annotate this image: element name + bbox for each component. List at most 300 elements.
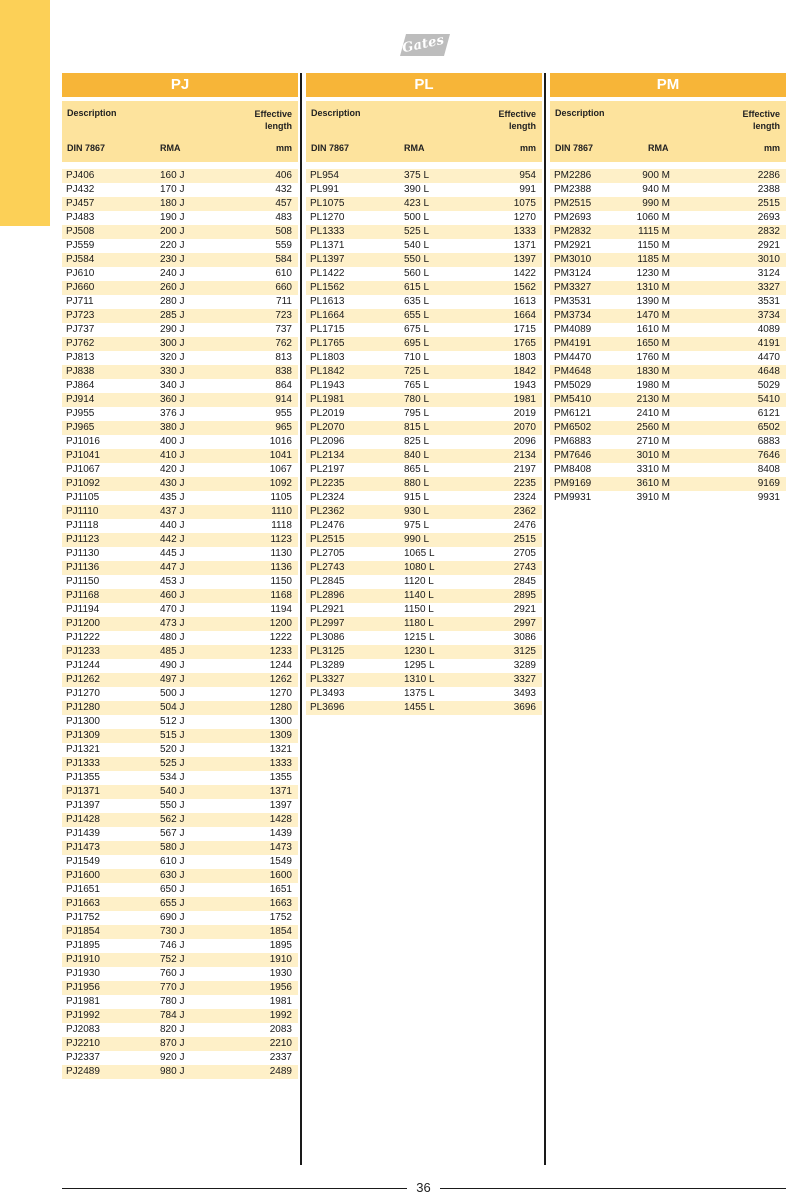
din-code: PM4191: [554, 338, 592, 349]
table-row: [550, 393, 786, 407]
table-row: [306, 575, 542, 589]
din-code: PJ1262: [66, 674, 100, 685]
rma-code: 500 L: [404, 212, 430, 223]
length-mm: 1600: [269, 870, 292, 881]
rma-code: 690 J: [160, 912, 185, 923]
rma-code: 915 L: [404, 492, 430, 503]
rma-code: 1295 L: [404, 660, 435, 671]
din-code: PM5410: [554, 394, 592, 405]
rma-code: 190 J: [160, 212, 185, 223]
rma-code: 550 L: [404, 254, 430, 265]
table-row: [62, 827, 298, 841]
table-row: [62, 477, 298, 491]
din-code: PL1981: [310, 394, 345, 405]
rma-code: 795 L: [404, 408, 430, 419]
length-mm: 955: [275, 408, 292, 419]
length-mm: 584: [275, 254, 292, 265]
table-row: [550, 407, 786, 421]
length-mm: 3327: [757, 282, 780, 293]
length-mm: 9169: [757, 478, 780, 489]
length-mm: 1549: [269, 856, 292, 867]
rma-code: 1310 M: [636, 282, 670, 293]
rma-code: 490 J: [160, 660, 185, 671]
length-mm: 3493: [513, 688, 536, 699]
rma-code: 550 J: [160, 800, 185, 811]
din-code: PL2324: [310, 492, 345, 503]
column-divider: [544, 73, 546, 1165]
table-row: [550, 183, 786, 197]
table-row: [62, 911, 298, 925]
table-row: [62, 589, 298, 603]
din-code: PJ1930: [66, 968, 100, 979]
table-row: [62, 743, 298, 757]
table-row: [62, 197, 298, 211]
rma-code: 3910 M: [636, 492, 670, 503]
table-row: [306, 407, 542, 421]
rma-code: 375 L: [404, 170, 430, 181]
table-row: [62, 981, 298, 995]
rma-code: 1185 M: [637, 254, 670, 265]
din-code: PJ1136: [66, 562, 100, 573]
table-row: [306, 379, 542, 393]
length-mm: 1613: [513, 296, 536, 307]
table-row: [306, 519, 542, 533]
din-code: PJ1067: [66, 464, 100, 475]
length-mm: 3289: [513, 660, 536, 671]
din-code: PL1613: [310, 296, 345, 307]
length-mm: 406: [275, 170, 292, 181]
header-mm: mm: [275, 143, 292, 153]
rma-code: 442 J: [160, 534, 185, 545]
rma-code: 330 J: [160, 366, 185, 377]
length-mm: 2324: [513, 492, 536, 503]
rma-code: 1065 L: [404, 548, 435, 559]
rma-code: 780 L: [404, 394, 430, 405]
rma-code: 170 J: [160, 184, 185, 195]
header-effective-length: Effective length: [254, 109, 292, 131]
rma-code: 615 L: [404, 282, 430, 293]
din-code: PL3289: [310, 660, 345, 671]
table-row: [62, 1037, 298, 1051]
din-code: PL3125: [310, 646, 345, 657]
rma-code: 423 L: [404, 198, 430, 209]
table-title: PM: [550, 73, 786, 97]
din-code: PL2235: [310, 478, 345, 489]
din-code: PL954: [310, 170, 339, 181]
din-code: PJ1270: [66, 688, 100, 699]
length-mm: 1105: [270, 492, 292, 503]
din-code: PJ1981: [66, 996, 100, 1007]
rma-code: 285 J: [160, 310, 185, 321]
din-code: PJ1371: [66, 786, 100, 797]
table-row: [62, 925, 298, 939]
rma-code: 746 J: [160, 940, 185, 951]
rma-code: 730 J: [160, 926, 185, 937]
table-row: [550, 197, 786, 211]
header-effective-length: Effective length: [742, 109, 780, 131]
length-mm: 2096: [513, 436, 536, 447]
din-code: PM4648: [554, 366, 592, 377]
din-code: PM3734: [554, 310, 592, 321]
table-row: [306, 393, 542, 407]
table-pm: [550, 73, 786, 505]
table-row: [306, 603, 542, 617]
table-row: [306, 491, 542, 505]
length-mm: 2921: [757, 240, 780, 251]
table-row: [306, 659, 542, 673]
din-code: PL1943: [310, 380, 345, 391]
length-mm: 508: [275, 226, 292, 237]
rma-code: 765 L: [404, 380, 430, 391]
length-mm: 1321: [269, 744, 292, 755]
table-row: [62, 939, 298, 953]
rma-code: 1455 L: [404, 702, 435, 713]
din-code: PJ432: [66, 184, 95, 195]
din-code: PJ1244: [66, 660, 100, 671]
table-row: [550, 225, 786, 239]
din-code: PJ1663: [66, 898, 100, 909]
din-code: PJ2489: [66, 1066, 100, 1077]
length-mm: 1910: [269, 954, 292, 965]
table-row: [306, 435, 542, 449]
table-row: [62, 729, 298, 743]
table-row: [306, 505, 542, 519]
length-mm: 1280: [269, 702, 292, 713]
table-row: [62, 855, 298, 869]
rma-code: 920 J: [160, 1052, 185, 1063]
table-row: [62, 785, 298, 799]
length-mm: 1752: [269, 912, 292, 923]
din-code: PM2832: [554, 226, 592, 237]
rma-code: 473 J: [160, 618, 185, 629]
rma-code: 390 L: [404, 184, 430, 195]
length-mm: 1854: [269, 926, 292, 937]
length-mm: 1222: [269, 632, 292, 643]
table-title: PL: [306, 73, 542, 97]
rma-code: 2710 M: [636, 436, 670, 447]
din-code: PM3010: [554, 254, 592, 265]
table-row: [550, 449, 786, 463]
table-row: [62, 771, 298, 785]
length-mm: 2895: [513, 590, 536, 601]
table-row: [306, 589, 542, 603]
din-code: PL1075: [310, 198, 345, 209]
din-code: PM7646: [554, 450, 592, 461]
page-number: 36: [416, 1180, 431, 1195]
rma-code: 180 J: [160, 198, 185, 209]
rma-code: 1310 L: [404, 674, 435, 685]
length-mm: 4648: [757, 366, 780, 377]
din-code: PM5029: [554, 380, 592, 391]
rma-code: 820 J: [160, 1024, 185, 1035]
rma-code: 360 J: [160, 394, 185, 405]
rma-code: 230 J: [160, 254, 185, 265]
rma-code: 445 J: [160, 548, 185, 559]
header-mm: mm: [519, 143, 536, 153]
din-code: PJ1168: [66, 590, 100, 601]
length-mm: 1194: [270, 604, 292, 615]
din-code: PJ838: [66, 366, 95, 377]
rma-code: 610 J: [160, 856, 185, 867]
rma-code: 1060 M: [636, 212, 670, 223]
length-mm: 3086: [513, 632, 536, 643]
table-row: [306, 365, 542, 379]
din-code: PJ1439: [66, 828, 100, 839]
table-header: [550, 101, 786, 162]
table-row: [306, 351, 542, 365]
din-code: PJ2210: [66, 1038, 100, 1049]
table-row: [306, 631, 542, 645]
table-row: [306, 687, 542, 701]
din-code: PJ1752: [66, 912, 100, 923]
table-row: [550, 337, 786, 351]
rma-code: 1830 M: [636, 366, 670, 377]
length-mm: 2134: [513, 450, 536, 461]
length-mm: 1895: [269, 940, 292, 951]
table-row: [306, 463, 542, 477]
table-row: [306, 169, 542, 183]
length-mm: 2286: [757, 170, 780, 181]
din-code: PJ955: [66, 408, 95, 419]
length-mm: 711: [276, 296, 292, 307]
header-mm: mm: [763, 143, 780, 153]
rma-code: 1150 L: [404, 604, 434, 615]
rma-code: 825 L: [404, 436, 430, 447]
din-code: PJ483: [66, 212, 95, 223]
table-row: [62, 715, 298, 729]
rma-code: 1140 L: [404, 590, 434, 601]
table-row: [62, 883, 298, 897]
rma-code: 655 L: [404, 310, 430, 321]
table-body: [550, 169, 786, 505]
length-mm: 7646: [757, 450, 780, 461]
rma-code: 752 J: [160, 954, 185, 965]
rma-code: 453 J: [160, 576, 185, 587]
table-row: [62, 1065, 298, 1079]
din-code: PM6883: [554, 436, 592, 447]
din-code: PL2362: [310, 506, 345, 517]
table-row: [62, 673, 298, 687]
rma-code: 376 J: [160, 408, 185, 419]
rma-code: 1375 L: [404, 688, 435, 699]
table-row: [62, 617, 298, 631]
table-pl: [306, 73, 542, 715]
length-mm: 559: [275, 240, 292, 251]
table-row: [62, 799, 298, 813]
din-code: PJ1280: [66, 702, 100, 713]
length-mm: 3734: [757, 310, 780, 321]
din-code: PJ1016: [66, 436, 100, 447]
table-row: [62, 323, 298, 337]
rma-code: 1760 M: [636, 352, 670, 363]
table-row: [62, 267, 298, 281]
table-row: [306, 309, 542, 323]
length-mm: 2693: [757, 212, 780, 223]
rma-code: 540 J: [160, 786, 185, 797]
table-row: [306, 533, 542, 547]
rma-code: 440 J: [160, 520, 185, 531]
rma-code: 3610 M: [636, 478, 670, 489]
length-mm: 1397: [269, 800, 292, 811]
table-row: [62, 379, 298, 393]
din-code: PJ1910: [66, 954, 100, 965]
table-row: [550, 435, 786, 449]
din-code: PJ1105: [66, 492, 100, 503]
rma-code: 990 M: [642, 198, 670, 209]
din-code: PM4470: [554, 352, 592, 363]
rma-code: 200 J: [160, 226, 185, 237]
rma-code: 780 J: [160, 996, 185, 1007]
table-row: [62, 351, 298, 365]
rma-code: 1080 L: [404, 562, 435, 573]
rma-code: 784 J: [160, 1010, 185, 1021]
rma-code: 865 L: [404, 464, 430, 475]
length-mm: 3327: [513, 674, 536, 685]
length-mm: 4470: [757, 352, 780, 363]
table-row: [62, 491, 298, 505]
length-mm: 5029: [757, 380, 780, 391]
table-row: [62, 869, 298, 883]
length-mm: 1981: [269, 996, 292, 1007]
table-row: [550, 309, 786, 323]
rma-code: 580 J: [160, 842, 185, 853]
din-code: PM2286: [554, 170, 592, 181]
table-row: [62, 463, 298, 477]
rma-code: 160 J: [160, 170, 185, 181]
rma-code: 3010 M: [636, 450, 670, 461]
din-code: PJ1092: [66, 478, 100, 489]
length-mm: 813: [275, 352, 292, 363]
din-code: PL2896: [310, 590, 345, 601]
table-header: [306, 101, 542, 162]
din-code: PL2096: [310, 436, 345, 447]
rma-code: 420 J: [160, 464, 185, 475]
length-mm: 1309: [269, 730, 292, 741]
table-row: [62, 813, 298, 827]
length-mm: 2832: [757, 226, 780, 237]
rma-code: 300 J: [160, 338, 185, 349]
table-row: [550, 379, 786, 393]
table-row: [550, 295, 786, 309]
length-mm: 2476: [513, 520, 536, 531]
din-code: PJ1130: [66, 548, 100, 559]
rma-code: 240 J: [160, 268, 185, 279]
rma-code: 2130 M: [636, 394, 670, 405]
din-code: PL2197: [310, 464, 345, 475]
length-mm: 4089: [757, 324, 780, 335]
length-mm: 1981: [513, 394, 536, 405]
table-row: [306, 183, 542, 197]
length-mm: 965: [275, 422, 292, 433]
rma-code: 534 J: [160, 772, 185, 783]
din-code: PJ914: [66, 394, 95, 405]
rma-code: 710 L: [404, 352, 430, 363]
din-code: PJ1118: [66, 520, 99, 531]
din-code: PL1765: [310, 338, 345, 349]
length-mm: 2083: [269, 1024, 292, 1035]
rma-code: 655 J: [160, 898, 185, 909]
rma-code: 1115 M: [638, 226, 670, 237]
length-mm: 1244: [269, 660, 292, 671]
rma-code: 525 J: [160, 758, 185, 769]
table-row: [62, 995, 298, 1009]
din-code: PL1371: [310, 240, 345, 251]
din-code: PJ584: [66, 254, 95, 265]
rma-code: 725 L: [404, 366, 430, 377]
table-row: [62, 365, 298, 379]
length-mm: 1439: [269, 828, 292, 839]
table-row: [550, 463, 786, 477]
length-mm: 1150: [270, 576, 292, 587]
length-mm: 3124: [757, 268, 780, 279]
table-row: [550, 365, 786, 379]
din-code: PJ1355: [66, 772, 100, 783]
rma-code: 525 L: [404, 226, 430, 237]
table-row: [306, 253, 542, 267]
din-code: PL1664: [310, 310, 345, 321]
din-code: PJ457: [66, 198, 95, 209]
din-code: PM6121: [554, 408, 592, 419]
rma-code: 437 J: [160, 506, 185, 517]
length-mm: 610: [275, 268, 292, 279]
din-code: PL991: [310, 184, 339, 195]
table-row: [306, 645, 542, 659]
table-row: [62, 309, 298, 323]
length-mm: 3125: [513, 646, 536, 657]
length-mm: 1422: [513, 268, 536, 279]
table-row: [62, 967, 298, 981]
din-code: PM3124: [554, 268, 592, 279]
din-code: PJ737: [66, 324, 95, 335]
length-mm: 1663: [269, 898, 292, 909]
table-row: [62, 659, 298, 673]
din-code: PL3493: [310, 688, 345, 699]
table-row: [306, 701, 542, 715]
table-row: [62, 183, 298, 197]
length-mm: 1842: [513, 366, 536, 377]
table-row: [62, 393, 298, 407]
length-mm: 1765: [513, 338, 536, 349]
length-mm: 1123: [270, 534, 292, 545]
length-mm: 2515: [513, 534, 536, 545]
rma-code: 980 J: [160, 1066, 185, 1077]
table-row: [62, 505, 298, 519]
length-mm: 1651: [269, 884, 292, 895]
rma-code: 1215 L: [404, 632, 435, 643]
length-mm: 1992: [269, 1010, 292, 1021]
rma-code: 900 M: [642, 170, 670, 181]
rma-code: 562 J: [160, 814, 185, 825]
table-row: [306, 561, 542, 575]
length-mm: 723: [275, 310, 292, 321]
header-rma: RMA: [404, 143, 425, 153]
din-code: PJ1428: [66, 814, 100, 825]
rma-code: 410 J: [160, 450, 185, 461]
length-mm: 6883: [757, 436, 780, 447]
length-mm: 1355: [269, 772, 292, 783]
table-title: PJ: [62, 73, 298, 97]
din-code: PM2921: [554, 240, 592, 251]
table-row: [306, 449, 542, 463]
length-mm: 5410: [757, 394, 780, 405]
length-mm: 1943: [513, 380, 536, 391]
table-row: [62, 547, 298, 561]
length-mm: 1075: [513, 198, 536, 209]
table-row: [62, 449, 298, 463]
table-row: [62, 603, 298, 617]
rma-code: 630 J: [160, 870, 185, 881]
table-row: [306, 197, 542, 211]
